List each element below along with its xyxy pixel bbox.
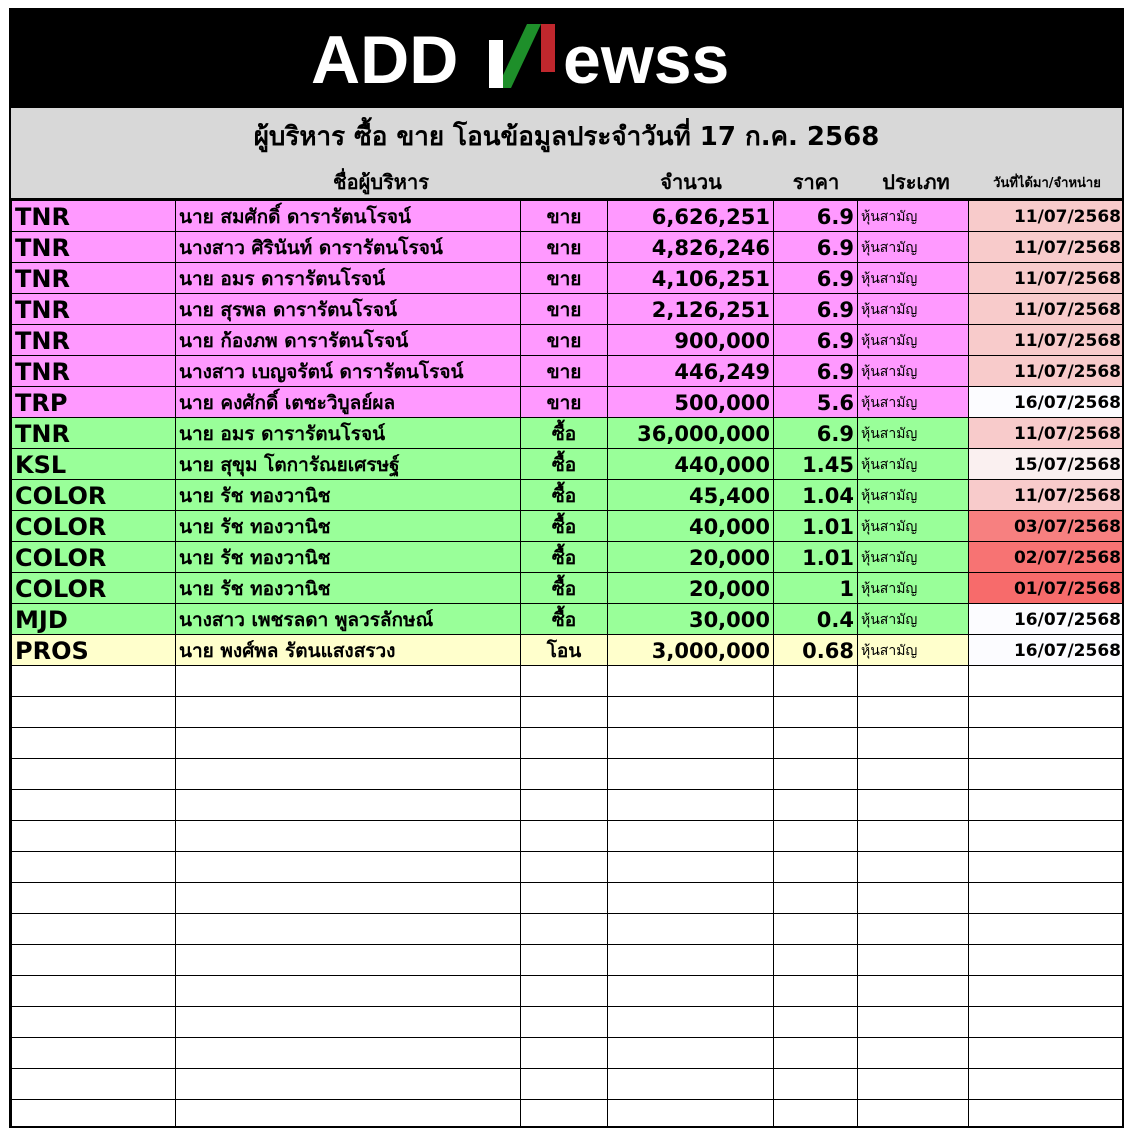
cell-price: 6.9: [774, 356, 858, 387]
header-type: ประเภท: [882, 170, 950, 194]
cell-date: 11/07/2568: [969, 232, 1125, 263]
cell-type: หุ้นสามัญ: [858, 635, 969, 666]
cell-name: นางสาว เบญจรัตน์ ดารารัตนโรจน์: [176, 356, 521, 387]
cell-type: หุ้นสามัญ: [858, 387, 969, 418]
cell-quantity: 30,000: [608, 604, 774, 635]
cell-symbol: TNR: [12, 294, 176, 325]
empty-cell: [521, 945, 608, 976]
cell-type: หุ้นสามัญ: [858, 511, 969, 542]
empty-cell: [12, 790, 176, 821]
table-row: [12, 325, 1125, 356]
cell-action: ซื้อ: [521, 418, 608, 449]
empty-cell: [176, 1007, 521, 1038]
cell-price: 6.9: [774, 325, 858, 356]
empty-cell: [858, 1069, 969, 1100]
empty-cell: [774, 666, 858, 697]
cell-action: ซื้อ: [521, 480, 608, 511]
table-row: [12, 542, 1125, 573]
cell-name: นาย สุขุม โตการัณยเศรษฐ์: [176, 449, 521, 480]
empty-cell: [12, 1100, 176, 1129]
cell-price: 0.4: [774, 604, 858, 635]
empty-row: [12, 1038, 1125, 1069]
empty-cell: [176, 790, 521, 821]
cell-date: 02/07/2568: [969, 542, 1125, 573]
transactions-table: [11, 200, 1124, 1128]
logo-left-text: ADD: [311, 22, 459, 98]
cell-type: หุ้นสามัญ: [858, 325, 969, 356]
cell-action: ซื้อ: [521, 511, 608, 542]
logo-right-text: ewss: [563, 22, 730, 98]
cell-price: 5.6: [774, 387, 858, 418]
empty-cell: [521, 852, 608, 883]
empty-cell: [608, 945, 774, 976]
cell-name: นาย อมร ดารารัตนโรจน์: [176, 263, 521, 294]
cell-price: 1.01: [774, 511, 858, 542]
cell-date: 16/07/2568: [969, 387, 1125, 418]
empty-cell: [969, 945, 1125, 976]
cell-quantity: 20,000: [608, 542, 774, 573]
table-row: [12, 201, 1125, 232]
empty-cell: [858, 945, 969, 976]
cell-quantity: 3,000,000: [608, 635, 774, 666]
cell-action: ขาย: [521, 325, 608, 356]
cell-quantity: 45,400: [608, 480, 774, 511]
cell-type: หุ้นสามัญ: [858, 418, 969, 449]
empty-cell: [521, 790, 608, 821]
empty-cell: [858, 759, 969, 790]
cell-action: ขาย: [521, 232, 608, 263]
cell-action: ขาย: [521, 387, 608, 418]
empty-cell: [608, 821, 774, 852]
empty-cell: [969, 1100, 1125, 1129]
cell-date: 11/07/2568: [969, 294, 1125, 325]
table-row: [12, 573, 1125, 604]
cell-price: 1.04: [774, 480, 858, 511]
cell-type: หุ้นสามัญ: [858, 294, 969, 325]
cell-name: นาย รัช ทองวานิช: [176, 511, 521, 542]
empty-cell: [608, 759, 774, 790]
empty-cell: [521, 697, 608, 728]
cell-date: 11/07/2568: [969, 325, 1125, 356]
empty-cell: [858, 821, 969, 852]
cell-action: ขาย: [521, 263, 608, 294]
empty-cell: [176, 976, 521, 1007]
empty-cell: [858, 790, 969, 821]
empty-cell: [969, 728, 1125, 759]
empty-cell: [774, 759, 858, 790]
cell-name: นาย อมร ดารารัตนโรจน์: [176, 418, 521, 449]
cell-name: นาย รัช ทองวานิช: [176, 573, 521, 604]
empty-cell: [858, 1100, 969, 1129]
empty-cell: [521, 1007, 608, 1038]
cell-quantity: 20,000: [608, 573, 774, 604]
empty-cell: [608, 1007, 774, 1038]
empty-cell: [608, 1100, 774, 1129]
empty-cell: [176, 759, 521, 790]
cell-symbol: TNR: [12, 356, 176, 387]
empty-cell: [12, 728, 176, 759]
cell-type: หุ้นสามัญ: [858, 573, 969, 604]
cell-symbol: COLOR: [12, 480, 176, 511]
cell-price: 1: [774, 573, 858, 604]
empty-cell: [969, 852, 1125, 883]
cell-quantity: 440,000: [608, 449, 774, 480]
title-band: [11, 106, 1122, 200]
empty-row: [12, 852, 1125, 883]
cell-type: หุ้นสามัญ: [858, 542, 969, 573]
empty-cell: [176, 1100, 521, 1129]
empty-cell: [858, 883, 969, 914]
empty-row: [12, 1100, 1125, 1129]
empty-cell: [12, 759, 176, 790]
cell-name: นาย สุรพล ดารารัตนโรจน์: [176, 294, 521, 325]
cell-type: หุ้นสามัญ: [858, 201, 969, 232]
cell-date: 11/07/2568: [969, 356, 1125, 387]
addnewss-logo: [11, 10, 1122, 106]
cell-symbol: MJD: [12, 604, 176, 635]
empty-cell: [858, 976, 969, 1007]
empty-cell: [858, 852, 969, 883]
header-price: ราคา: [792, 170, 840, 194]
cell-name: นาย พงศ์พล รัตนแสงสรวง: [176, 635, 521, 666]
cell-quantity: 900,000: [608, 325, 774, 356]
empty-cell: [176, 697, 521, 728]
empty-cell: [774, 914, 858, 945]
empty-cell: [12, 883, 176, 914]
cell-action: โอน: [521, 635, 608, 666]
cell-quantity: 4,826,246: [608, 232, 774, 263]
cell-quantity: 4,106,251: [608, 263, 774, 294]
header-quantity: จำนวน: [660, 170, 722, 194]
cell-price: 6.9: [774, 232, 858, 263]
empty-row: [12, 976, 1125, 1007]
cell-symbol: COLOR: [12, 542, 176, 573]
empty-cell: [608, 852, 774, 883]
empty-cell: [969, 790, 1125, 821]
cell-name: นาย สมศักดิ์ ดารารัตนโรจน์: [176, 201, 521, 232]
empty-cell: [774, 1038, 858, 1069]
empty-cell: [774, 821, 858, 852]
empty-cell: [774, 976, 858, 1007]
cell-type: หุ้นสามัญ: [858, 356, 969, 387]
cell-action: ซื้อ: [521, 449, 608, 480]
cell-symbol: TNR: [12, 201, 176, 232]
cell-type: หุ้นสามัญ: [858, 604, 969, 635]
logo-n-left-bar: [489, 40, 503, 88]
table-row: [12, 387, 1125, 418]
empty-cell: [608, 728, 774, 759]
header-date: วันที่ได้มา/จำหน่าย: [993, 176, 1101, 191]
empty-cell: [608, 697, 774, 728]
cell-quantity: 500,000: [608, 387, 774, 418]
table-row: [12, 511, 1125, 542]
table-row: [12, 232, 1125, 263]
cell-symbol: PROS: [12, 635, 176, 666]
empty-cell: [12, 666, 176, 697]
empty-cell: [774, 1100, 858, 1129]
empty-cell: [774, 1069, 858, 1100]
cell-symbol: TNR: [12, 263, 176, 294]
table-row: [12, 635, 1125, 666]
empty-cell: [608, 914, 774, 945]
empty-cell: [176, 945, 521, 976]
table-row: [12, 356, 1125, 387]
empty-cell: [969, 1069, 1125, 1100]
cell-name: นาย คงศักดิ์ เตชะวิบูลย์ผล: [176, 387, 521, 418]
cell-name: นาย รัช ทองวานิช: [176, 480, 521, 511]
cell-price: 1.01: [774, 542, 858, 573]
cell-price: 1.45: [774, 449, 858, 480]
cell-date: 11/07/2568: [969, 480, 1125, 511]
cell-symbol: TNR: [12, 418, 176, 449]
empty-cell: [12, 976, 176, 1007]
empty-cell: [969, 976, 1125, 1007]
cell-name: นาย ก้องภพ ดารารัตนโรจน์: [176, 325, 521, 356]
report-frame: [9, 8, 1124, 1128]
empty-row: [12, 821, 1125, 852]
table-row: [12, 418, 1125, 449]
empty-cell: [969, 914, 1125, 945]
empty-cell: [521, 759, 608, 790]
empty-cell: [608, 1069, 774, 1100]
empty-row: [12, 883, 1125, 914]
empty-row: [12, 790, 1125, 821]
empty-cell: [608, 666, 774, 697]
empty-cell: [858, 666, 969, 697]
brand-banner: [11, 10, 1122, 106]
cell-action: ขาย: [521, 201, 608, 232]
cell-quantity: 446,249: [608, 356, 774, 387]
table-row: [12, 263, 1125, 294]
cell-name: นางสาว ศิรินันท์ ดารารัตนโรจน์: [176, 232, 521, 263]
cell-symbol: KSL: [12, 449, 176, 480]
cell-name: นางสาว เพชรลดา พูลวรลักษณ์: [176, 604, 521, 635]
empty-cell: [774, 697, 858, 728]
cell-symbol: COLOR: [12, 573, 176, 604]
cell-date: 15/07/2568: [969, 449, 1125, 480]
cell-symbol: TNR: [12, 325, 176, 356]
empty-cell: [521, 883, 608, 914]
cell-action: ซื้อ: [521, 573, 608, 604]
empty-cell: [969, 666, 1125, 697]
cell-date: 11/07/2568: [969, 418, 1125, 449]
empty-cell: [969, 883, 1125, 914]
cell-action: ขาย: [521, 356, 608, 387]
cell-type: หุ้นสามัญ: [858, 480, 969, 511]
empty-cell: [858, 914, 969, 945]
report-title: ผู้บริหาร ซื้อ ขาย โอนข้อมูลประจำวันที่ 17 ก.ค. 2568: [253, 122, 880, 152]
cell-name: นาย รัช ทองวานิช: [176, 542, 521, 573]
cell-action: ซื้อ: [521, 604, 608, 635]
empty-cell: [176, 1038, 521, 1069]
logo-n-right-bar: [541, 24, 555, 72]
empty-cell: [176, 914, 521, 945]
empty-row: [12, 1069, 1125, 1100]
empty-cell: [12, 914, 176, 945]
empty-cell: [12, 697, 176, 728]
cell-price: 6.9: [774, 263, 858, 294]
empty-row: [12, 697, 1125, 728]
cell-date: 03/07/2568: [969, 511, 1125, 542]
empty-row: [12, 945, 1125, 976]
cell-date: 11/07/2568: [969, 263, 1125, 294]
empty-cell: [12, 1038, 176, 1069]
empty-cell: [969, 697, 1125, 728]
cell-type: หุ้นสามัญ: [858, 449, 969, 480]
cell-type: หุ้นสามัญ: [858, 232, 969, 263]
cell-symbol: TRP: [12, 387, 176, 418]
empty-cell: [176, 1069, 521, 1100]
cell-quantity: 2,126,251: [608, 294, 774, 325]
table-row: [12, 480, 1125, 511]
empty-cell: [521, 1038, 608, 1069]
table-row: [12, 294, 1125, 325]
empty-cell: [969, 1007, 1125, 1038]
empty-cell: [969, 1038, 1125, 1069]
empty-cell: [176, 666, 521, 697]
empty-cell: [521, 914, 608, 945]
empty-cell: [176, 728, 521, 759]
empty-cell: [521, 976, 608, 1007]
empty-cell: [176, 821, 521, 852]
empty-cell: [858, 1038, 969, 1069]
empty-cell: [774, 728, 858, 759]
empty-cell: [176, 852, 521, 883]
empty-cell: [521, 821, 608, 852]
cell-symbol: TNR: [12, 232, 176, 263]
empty-cell: [774, 852, 858, 883]
header-name: ชื่อผู้บริหาร: [333, 170, 429, 194]
empty-cell: [858, 728, 969, 759]
empty-cell: [521, 728, 608, 759]
empty-row: [12, 1007, 1125, 1038]
empty-cell: [608, 883, 774, 914]
empty-cell: [521, 1100, 608, 1129]
empty-cell: [858, 1007, 969, 1038]
cell-date: 11/07/2568: [969, 201, 1125, 232]
empty-cell: [774, 790, 858, 821]
empty-cell: [12, 1069, 176, 1100]
empty-cell: [969, 759, 1125, 790]
empty-cell: [774, 1007, 858, 1038]
cell-price: 6.9: [774, 418, 858, 449]
empty-cell: [858, 697, 969, 728]
cell-action: ซื้อ: [521, 542, 608, 573]
empty-cell: [608, 790, 774, 821]
cell-action: ขาย: [521, 294, 608, 325]
cell-date: 16/07/2568: [969, 635, 1125, 666]
cell-price: 6.9: [774, 294, 858, 325]
empty-cell: [12, 945, 176, 976]
cell-quantity: 36,000,000: [608, 418, 774, 449]
cell-date: 16/07/2568: [969, 604, 1125, 635]
empty-cell: [12, 821, 176, 852]
cell-quantity: 6,626,251: [608, 201, 774, 232]
empty-cell: [608, 976, 774, 1007]
cell-symbol: COLOR: [12, 511, 176, 542]
empty-row: [12, 914, 1125, 945]
empty-cell: [12, 852, 176, 883]
table-row: [12, 449, 1125, 480]
empty-cell: [521, 666, 608, 697]
empty-row: [12, 666, 1125, 697]
empty-cell: [176, 883, 521, 914]
cell-date: 01/07/2568: [969, 573, 1125, 604]
empty-cell: [521, 1069, 608, 1100]
table-row: [12, 604, 1125, 635]
empty-cell: [608, 1038, 774, 1069]
logo-n-stroke-green: [497, 24, 541, 88]
cell-price: 0.68: [774, 635, 858, 666]
table-body: [12, 201, 1125, 1129]
empty-row: [12, 728, 1125, 759]
cell-type: หุ้นสามัญ: [858, 263, 969, 294]
cell-quantity: 40,000: [608, 511, 774, 542]
empty-row: [12, 759, 1125, 790]
cell-price: 6.9: [774, 201, 858, 232]
empty-cell: [774, 883, 858, 914]
empty-cell: [12, 1007, 176, 1038]
empty-cell: [774, 945, 858, 976]
empty-cell: [969, 821, 1125, 852]
